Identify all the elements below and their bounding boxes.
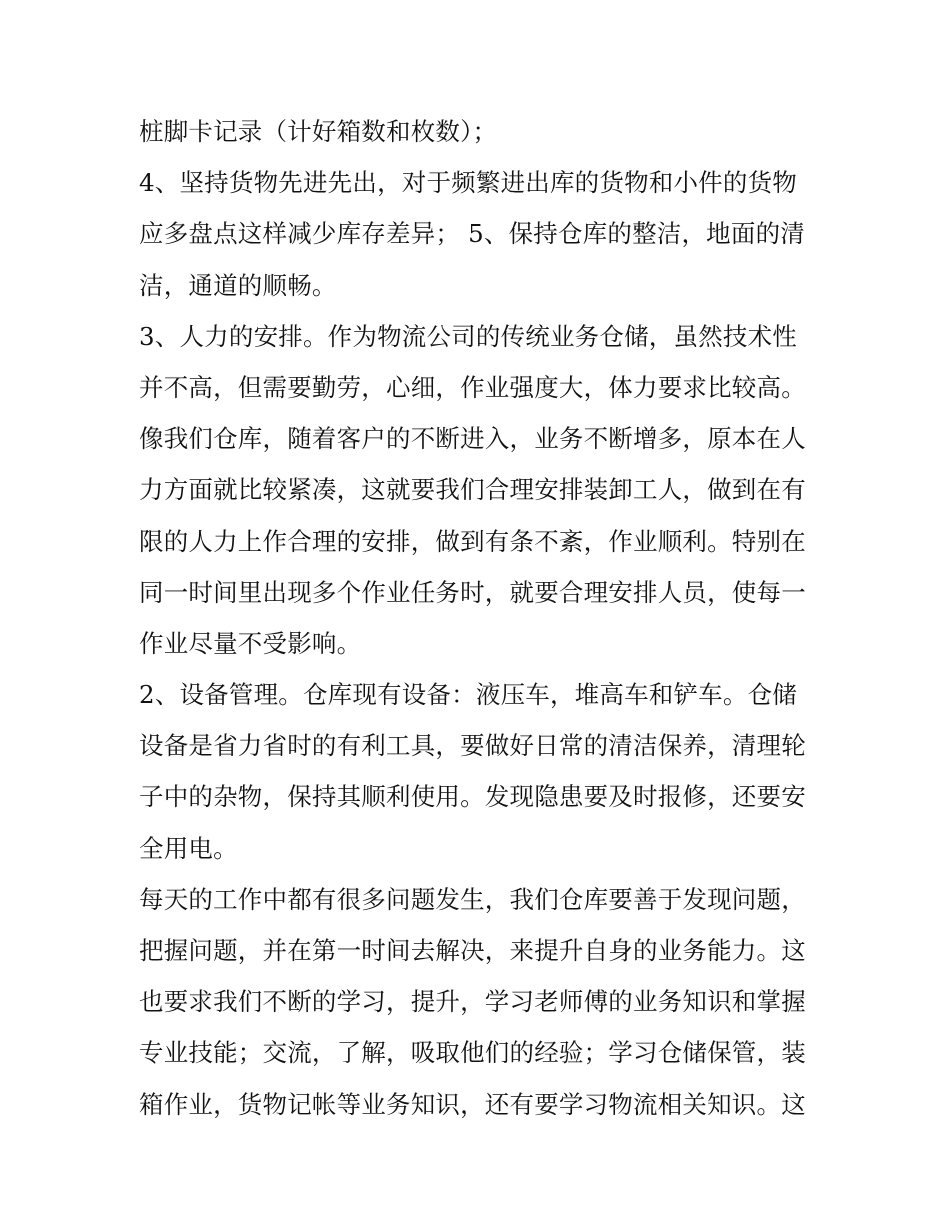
text-line: 应多盘点这样减少库存差异； 5、保持仓库的整洁，地面的清 <box>139 219 805 249</box>
text-line: 作业尽量不受影响。 <box>139 628 362 658</box>
text-line: 子中的杂物，保持其顺利使用。发现隐患要及时报修，还要安 <box>139 782 806 812</box>
text-line: 2、设备管理。仓库现有设备：液压车，堆高车和铲车。仓储 <box>139 680 797 710</box>
text-line: 专业技能；交流，了解，吸取他们的经验；学习仓储保管，装 <box>139 1038 806 1068</box>
text-line: 同一时间里出现多个作业任务时，就要合理安排人员，使每一 <box>139 577 806 607</box>
text-line: 把握问题，并在第一时间去解决，来提升自身的业务能力。这 <box>139 936 806 965</box>
text-line: 洁，通道的顺畅。 <box>139 270 337 300</box>
body-text <box>139 106 819 1130</box>
text-line: 4、坚持货物先进先出，对于频繁进出库的货物和小件的货物 <box>139 168 797 198</box>
text-line: 力方面就比较紧凑，这就要我们合理安排装卸工人，做到在有 <box>139 475 806 505</box>
text-line: 也要求我们不断的学习，提升，学习老师傅的业务知识和掌握 <box>139 987 806 1017</box>
text-line: 3、人力的安排。作为物流公司的传统业务仓储，虽然技术性 <box>139 321 797 351</box>
text-line: 箱作业，货物记帐等业务知识，还有要学习物流相关知识。这 <box>139 1089 806 1119</box>
text-line: 每天的工作中都有很多问题发生，我们仓库要善于发现问题， <box>139 884 806 914</box>
text-line: 桩脚卡记录（计好箱数和枚数）； <box>139 117 498 146</box>
text-line: 全用电。 <box>139 833 238 863</box>
text-line: 限的人力上作合理的安排，做到有条不紊，作业顺利。特别在 <box>139 526 806 556</box>
text-line: 像我们仓库，随着客户的不断进入，业务不断增多，原本在人 <box>139 424 806 454</box>
text-line: 设备是省力省时的有利工具，要做好日常的清洁保养，清理轮 <box>139 731 806 761</box>
text-line: 并不高，但需要勤劳，心细，作业强度大，体力要求比较高。 <box>139 372 806 402</box>
